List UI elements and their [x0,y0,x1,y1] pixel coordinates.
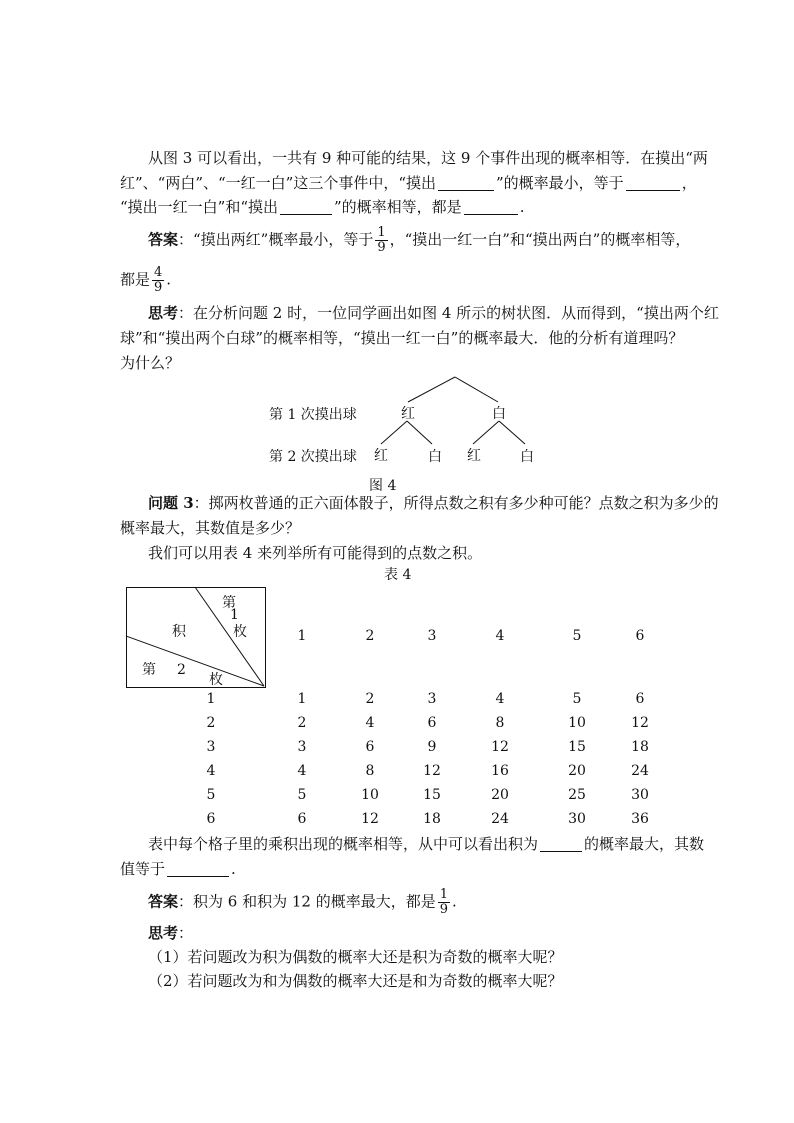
think1-label: 思考 [148,304,179,322]
table-cell: 8 [495,715,505,731]
tree-edge [381,421,407,444]
table-cell: 10 [568,715,586,731]
para2-text-c: 值等于 [120,860,166,878]
tree-edge [455,377,498,402]
table-col-header: 6 [635,628,645,644]
fraction: $\frac{1}{9}$ [377,225,386,255]
tree-level2-label: 第 2 次摸出球 [269,449,357,465]
think2-q1: （1）若问题改为积为偶数的概率大还是积为奇数的概率大呢？ [148,948,563,966]
think1-line3: 为什么？ [120,354,181,372]
table-cell: 5 [297,787,307,803]
para1-line3-text-b: ”的概率相等，都是 [334,198,462,216]
tree-node-red: 红 [401,406,415,422]
tree-edge [473,421,499,444]
para1-line2-text-b: ”的概率最小，等于 [496,174,624,192]
para1-line3-text-c: . [519,198,525,216]
table-cell: 6 [297,811,307,827]
figure-caption: 图 4 [369,478,397,494]
table-cell: 4 [365,715,375,731]
table-col-header: 4 [495,628,505,644]
para1-line3-text-a: “摸出一红一白”和“摸出 [120,198,279,216]
answer1-text-c: 都是 [120,270,151,289]
table-cell: 16 [491,763,509,779]
table-cell: 24 [491,811,509,827]
table-col-header: 2 [365,628,375,644]
corner-second-a: 第 [142,662,156,678]
table-cell: 12 [423,763,441,779]
table-row-header: 6 [206,811,216,827]
table-col-header: 1 [297,628,307,644]
corner-second-c: 枚 [209,672,223,688]
table-cell: 18 [631,739,649,755]
table-cell: 6 [365,739,375,755]
table-row-header: 5 [206,787,216,803]
table-cell: 1 [297,691,307,707]
table-cell: 30 [631,787,649,803]
para2-line1 [148,832,704,856]
table-row-header: 2 [206,715,216,731]
fraction: $\frac{1}{9}$ [439,887,449,917]
table-cell: 6 [635,691,645,707]
para1-line2-text-a: 红”、“两白”、“一红一白”这三个事件中，“摸出 [120,174,437,192]
para2-text-d: . [231,860,236,878]
think1-line2: 球”和“摸出两个白球”的概率相等，“摸出一红一白”的概率最大．他的分析有道理吗？ [120,329,684,347]
table-cell: 4 [297,763,307,779]
tree-edge [408,377,455,402]
tree-edge [499,421,525,444]
table-cell: 10 [361,787,379,803]
think2-q2: （2）若问题改为和为偶数的概率大还是和为奇数的概率大呢？ [148,972,563,990]
table-cell: 36 [631,811,649,827]
para1-line2-text-c: ， [681,174,697,192]
corner-second-b: 2 [177,662,186,678]
table-caption: 表 4 [384,567,412,583]
table-cell: 3 [297,739,307,755]
corner-first-c: 枚 [233,624,247,640]
table-cell: 4 [495,691,505,707]
problem3-text: ：掷两枚普通的正六面体骰子，所得点数之积有多少种可能？点数之积为多少的 [193,494,719,512]
tree-node-white: 白 [492,406,506,422]
table-cell: 3 [427,691,437,707]
table-cell: 20 [568,763,586,779]
answer1-text-a: ：“摸出两红”概率最小，等于 [178,230,374,249]
table-cell: 15 [568,739,586,755]
table-cell: 30 [568,811,586,827]
answer2-text-a: ：积为 6 和积为 12 的概率最大，都是 [178,892,436,911]
think2-label: 思考 [148,924,179,942]
tree-level1-label: 第 1 次摸出球 [269,407,357,423]
table-cell: 15 [423,787,441,803]
problem3-line1 [148,491,719,515]
answer-blank[interactable] [540,835,582,852]
table-cell: 12 [491,739,509,755]
corner-product: 积 [172,624,186,640]
table-cell: 12 [361,811,379,827]
answer1-text-d: . [166,270,172,289]
tree-leaf: 白 [520,449,534,465]
corner-first-b: 1 [230,607,239,623]
table-row-header: 4 [206,763,216,779]
fraction: $\frac{4}{9}$ [154,265,163,295]
table-cell: 5 [572,691,582,707]
problem3-label: 问题 3 [148,494,194,512]
answer1-label: 答案 [148,230,179,249]
problem3-line2: 概率最大，其数值是多少？ [120,519,301,537]
table-row-header: 3 [206,739,216,755]
table-col-header: 3 [427,628,437,644]
tree-edge [407,421,432,444]
table-cell: 2 [297,715,307,731]
answer2-label: 答案 [148,892,179,911]
table-row-header: 1 [206,691,216,707]
think2-heading [148,921,193,945]
table-cell: 20 [491,787,509,803]
answer1-text-b: ，“摸出一红一白”和“摸出两白”的概率相等， [389,230,691,249]
answer2-text-b: . [452,892,457,911]
table-cell: 18 [423,811,441,827]
table-col-header: 5 [572,628,582,644]
tree-leaf: 红 [467,448,481,464]
table-cell: 6 [427,715,437,731]
table-cell: 9 [427,739,437,755]
answer2-line [148,888,457,917]
para2-text-a: 表中每个格子里的乘积出现的概率相等，从中可以看出积为 [148,835,539,853]
tree-leaf: 红 [374,448,388,464]
table-cell: 25 [568,787,586,803]
table-cell: 24 [631,763,649,779]
corner-first-a: 第 [222,595,236,611]
think2-colon: ： [178,924,194,942]
problem3-line3: 我们可以用表 4 来列举所有可能得到的点数之积。 [148,544,483,562]
para2-line2 [120,857,236,881]
table-cell: 8 [365,763,375,779]
table-cell: 2 [365,691,375,707]
para1-line1: 从图 3 可以看出，一共有 9 种可能的结果，这 9 个事件出现的概率相等．在摸出“两 [148,149,708,167]
answer-blank[interactable] [167,860,229,877]
think1-text: ：在分析问题 2 时，一位同学画出如图 4 所示的树状图．从而得到，“摸出两个红 [178,304,719,322]
para2-text-b: 的概率最大，其数 [584,835,705,853]
tree-leaf: 白 [428,449,442,465]
table-cell: 12 [631,715,649,731]
